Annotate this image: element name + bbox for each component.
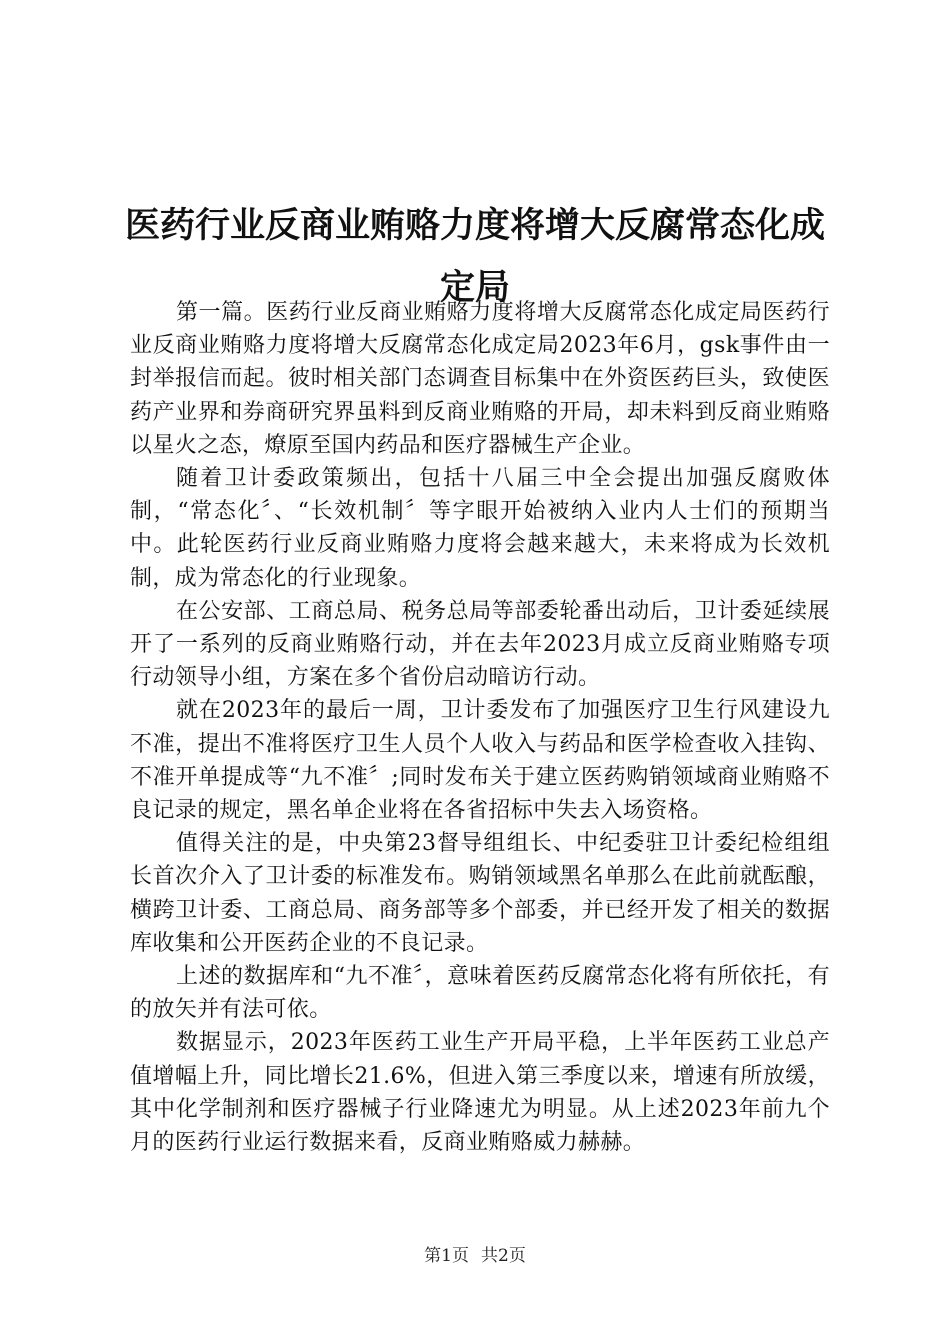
page-footer: [0, 1244, 950, 1268]
paragraph: 值得关注的是，中央第23督导组组长、中纪委驻卫计委纪检组组长首次介入了卫计委的标准发布。购销领域黑名单那么在此前就酝酿，横跨卫计委、工商总局、商务部等多个部委，并已经开发了相关的数据库收集和公开医药企业的不良记录。: [130, 831, 830, 956]
paragraph: 就在2023年的最后一周，卫计委发布了加强医疗卫生行风建设九不准，提出不准将医疗卫生人员个人收入与药品和医学检查收入挂钩、不准开单提成等“九不准〞;同时发布关于建立医药购销领域商业贿赂不良记录的规定，黑名单企业将在各省招标中失去入场资格。: [130, 698, 830, 824]
paragraph: 第一篇。医药行业反商业贿赂力度将增大反腐常态化成定局医药行业反商业贿赂力度将增大反腐常态化成定局2023年6月，gsk事件由一封举报信而起。彼时相关部门态调查目标集中在外资医药巨头，致使医药产业界和券商研究界虽料到反商业贿赂的开局，却未料到反商业贿赂以星火之态，燎原至国内药品和医疗器械生产企业。: [130, 300, 830, 458]
paragraph: 随着卫计委政策频出，包括十八届三中全会提出加强反腐败体制，“常态化〞、“长效机制〞等字眼开始被纳入业内人士们的预期当中。此轮医药行业反商业贿赂力度将会越来越大，未来将成为长效机制，成为常态化的行业现象。: [130, 466, 830, 591]
paragraph: 数据显示，2023年医药工业生产开局平稳，上半年医药工业总产值增幅上升，同比增长21.6%，但进入第三季度以来，增速有所放缓，其中化学制剂和医疗器械子行业降速尤为明显。从上述2023年前九个月的医药行业运行数据来看，反商业贿赂威力赫赫。: [130, 1030, 830, 1156]
page-number-total: 共2页: [481, 1246, 526, 1266]
page-number-current: 第1页: [424, 1246, 469, 1266]
document-body: [130, 296, 830, 1159]
paragraph: 上述的数据库和“九不准〞，意味着医药反腐常态化将有所依托，有的放矢并有法可依。: [130, 964, 830, 1023]
document-title: 医药行业反商业贿赂力度将增大反腐常态化成定局: [124, 206, 825, 309]
paragraph: 在公安部、工商总局、税务总局等部委轮番出动后，卫计委延续展开了一系列的反商业贿赂行动，并在去年2023月成立反商业贿赂专项行动领导小组，方案在多个省份启动暗访行动。: [130, 598, 830, 691]
